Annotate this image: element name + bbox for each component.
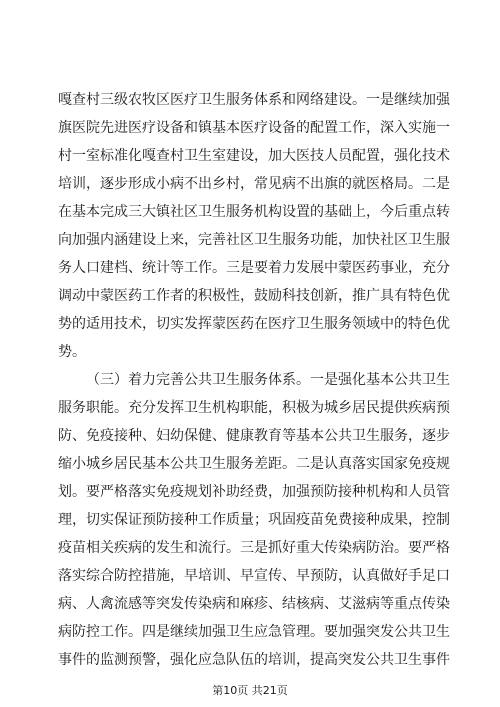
text-line: 事件的监测预警，强化应急队伍的培训，提高突发公共卫生事件	[58, 652, 450, 668]
text-line: 疫苗相关疾病的发生和流行。三是抓好重大传染病防治。要严格	[58, 540, 450, 556]
text-line: 旗医院先进医疗设备和镇基本医疗设备的配置工作，深入实施一	[58, 120, 450, 136]
text-line: 务人口建档、统计等工作。三是要着力发展中蒙医药事业，充分	[58, 260, 450, 276]
text-line: 划。要严格落实免疫规划补助经费，加强预防接种机构和人员管	[58, 484, 450, 500]
text-line: 理，切实保证预防接种工作质量；巩固疫苗免费接种成果，控制	[58, 512, 450, 528]
text-line: 势。	[58, 344, 86, 360]
text-line: 缩小城乡居民基本公共卫生服务差距。二是认真落实国家免疫规	[58, 456, 450, 472]
text-line: 落实综合防控措施，早培训、早宣传、早预防，认真做好手足口	[58, 568, 450, 584]
text-line: 服务职能。充分发挥卫生机构职能，积极为城乡居民提供疾病预	[58, 400, 450, 416]
text-line: 病、人禽流感等突发传染病和麻疹、结核病、艾滋病等重点传染	[58, 596, 450, 612]
text-line: 嘎查村三级农牧区医疗卫生服务体系和网络建设。一是继续加强	[58, 92, 450, 108]
text-line: 向加强内涵建设上来，完善社区卫生服务功能，加快社区卫生服	[58, 232, 450, 248]
page-number-footer: 第10页 共21页	[212, 684, 288, 697]
text-line: 村一室标准化嘎查村卫生室建设，加大医技人员配置，强化技术	[58, 148, 450, 164]
text-line: 调动中蒙医药工作者的积极性，鼓励科技创新，推广具有特色优	[58, 288, 450, 304]
text-line: 防、免疫接种、妇幼保健、健康教育等基本公共卫生服务，逐步	[58, 428, 450, 444]
text-line: 病防控工作。四是继续加强卫生应急管理。要加强突发公共卫生	[58, 624, 450, 640]
text-line: 在基本完成三大镇社区卫生服务机构设置的基础上，今后重点转	[58, 204, 450, 220]
text-line: 培训，逐步形成小病不出乡村，常见病不出旗的就医格局。二是	[58, 176, 450, 192]
text-line: （三）着力完善公共卫生服务体系。一是强化基本公共卫生	[86, 372, 450, 388]
text-line: 势的适用技术，切实发挥蒙医药在医疗卫生服务领域中的特色优	[58, 316, 450, 332]
